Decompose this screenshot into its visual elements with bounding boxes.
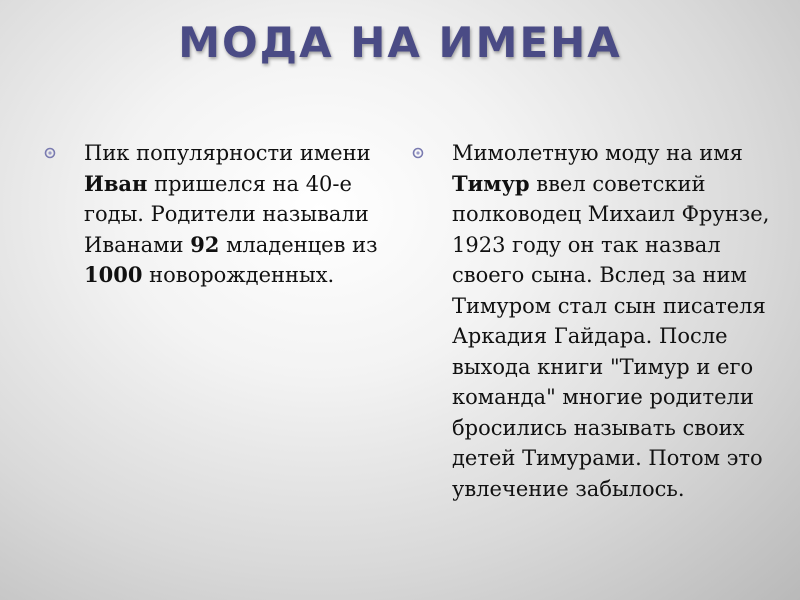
left-column (44, 138, 384, 291)
bold-text-segment: Тимур (452, 170, 530, 196)
right-bullet-text (452, 138, 782, 504)
bold-text-segment: 1000 (84, 262, 143, 287)
text-segment: новорожденных. (142, 263, 335, 287)
left-bullet-text (84, 138, 384, 291)
text-segment: Мимолетную моду на имя (452, 141, 743, 165)
bold-text-segment: Иван (84, 170, 148, 196)
text-segment: пришелся на 40-е годы. Родители называли Иванами (84, 171, 369, 257)
bold-text-segment: 92 (190, 231, 220, 257)
circle-bullet-icon (44, 147, 56, 159)
text-segment: ввел советский полководец Михаил Фрунзе, 1923 году он так назвал своего сына. Вслед за ним Тимуром стал сын писателя Аркадия Гайдара. После выхода книги "Тимур и его команда" многие родители бросились называть своих детей Тимурами. Потом это увлечение забылось. (452, 171, 770, 501)
text-segment: младенцев из (219, 232, 378, 257)
slide-title: МОДА НА ИМЕНА (178, 18, 622, 67)
right-column (412, 138, 782, 504)
text-segment: Пик популярности имени (84, 141, 371, 165)
circle-bullet-icon (412, 147, 424, 159)
